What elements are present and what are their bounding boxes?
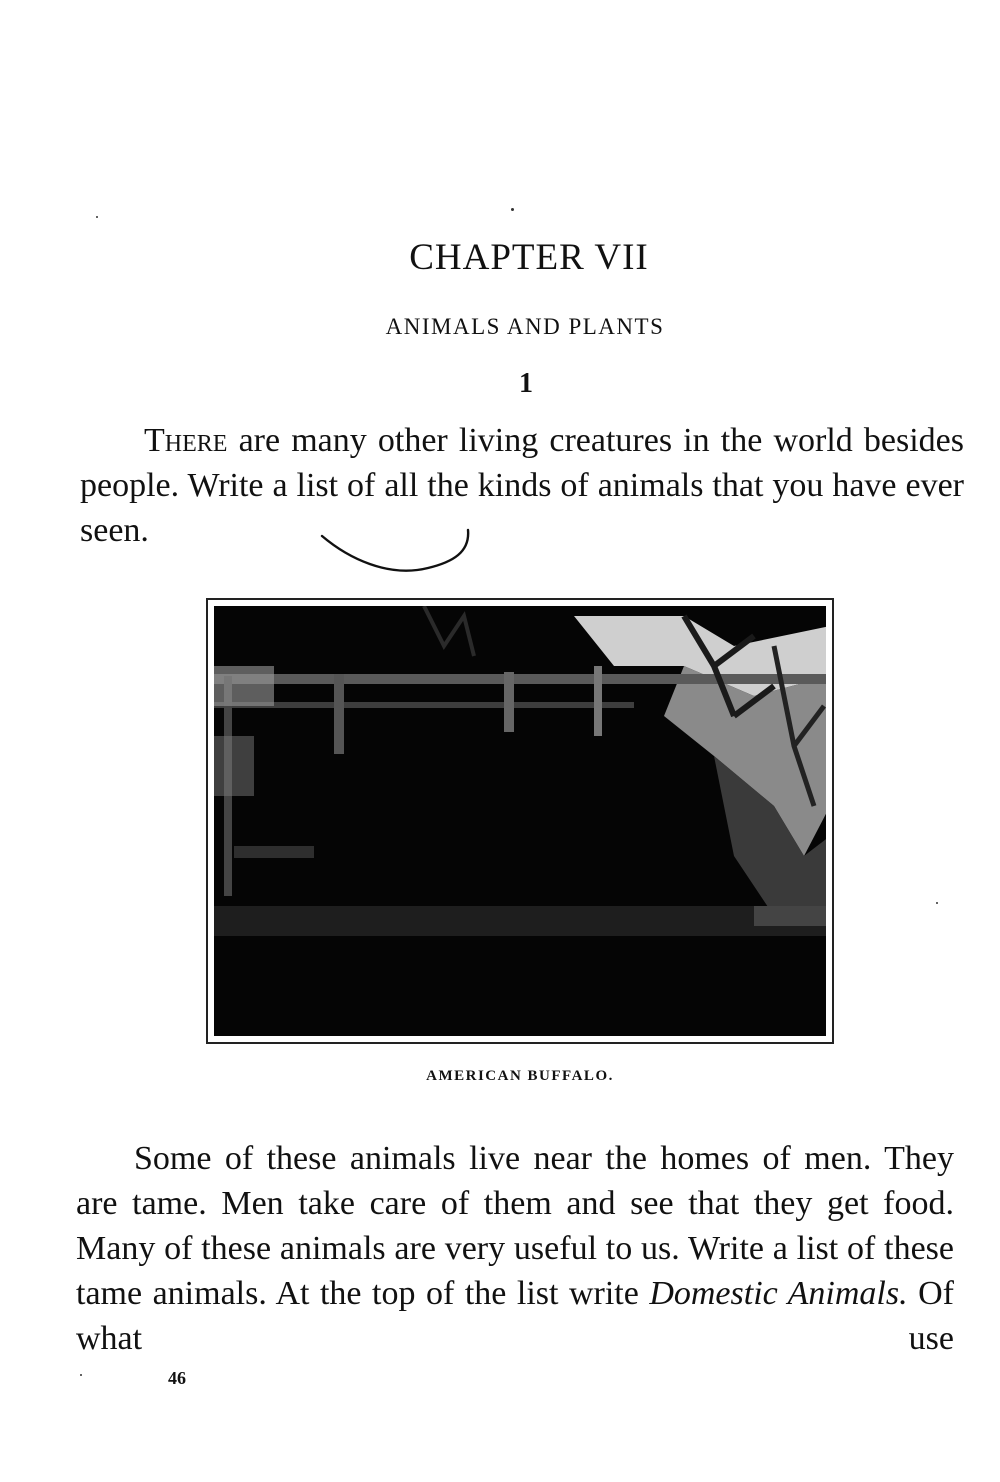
body-paragraph [76,1136,954,1361]
section-number: 1 [519,368,533,399]
pencil-underline-mark [318,528,478,580]
drop-word: There [144,422,228,459]
section-title: ANIMALS AND PLANTS [385,314,665,339]
figure-caption: AMERICAN BUFFALO. [426,1068,614,1084]
emphasized-term: Domestic Animals. [649,1275,908,1312]
print-speck [511,208,514,211]
photo-frame [206,598,834,1044]
print-speck [936,902,938,904]
intro-paragraph-text: are many other living creatures in the world besides people. Write a list of all the kinds of animals that you have ever seen. [80,422,964,549]
american-buffalo-photo [214,606,826,1036]
chapter-title: CHAPTER VII [409,237,649,278]
page-number: 46 [168,1368,186,1388]
intro-paragraph [80,418,964,553]
buffalo-photo-image [214,606,826,1036]
body-paragraph-tail: Of what use [76,1275,954,1357]
body-paragraph-text: Some of these animals live near the homes of men. They are tame. Men take care of them and see that they get food. Many of these animals are very useful to us. Write a list of these tame animals. At the top of the list write [76,1140,954,1312]
print-speck [80,1374,82,1376]
print-speck [96,216,98,218]
